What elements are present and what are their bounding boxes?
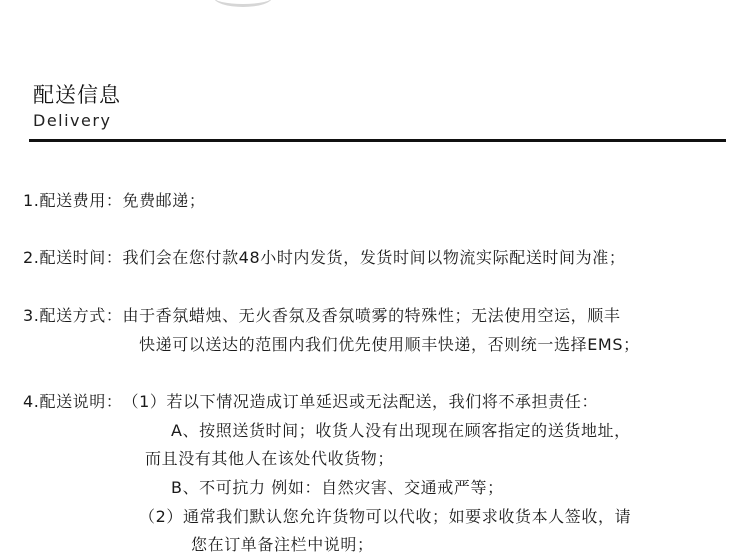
delivery-notes-line-4: B、不可抗力 例如：自然灾害、交通戒严等； bbox=[171, 478, 504, 497]
top-decoration-arc bbox=[214, 0, 272, 7]
delivery-time-item bbox=[23, 247, 625, 269]
delivery-notes-label: 4.配送说明： bbox=[23, 392, 123, 411]
delivery-fee-text: 免费邮递； bbox=[122, 191, 206, 210]
delivery-method-line-1: 由于香氛蜡烛、无火香氛及香氛喷雾的特殊性；无法使用空运，顺丰 bbox=[122, 306, 621, 325]
section-title-en: Delivery bbox=[33, 111, 112, 130]
delivery-notes-line-3: 而且没有其他人在该处代收货物； bbox=[145, 449, 395, 468]
delivery-time-label: 2.配送时间： bbox=[23, 248, 123, 267]
delivery-method-item bbox=[23, 305, 620, 327]
delivery-notes-item bbox=[23, 391, 598, 413]
delivery-fee-item bbox=[23, 190, 205, 212]
section-header bbox=[33, 80, 121, 132]
delivery-notes-line-6: 您在订单备注栏中说明； bbox=[191, 535, 374, 554]
section-title-cn: 配送信息 bbox=[33, 83, 121, 107]
delivery-method-label: 3.配送方式： bbox=[23, 306, 123, 325]
delivery-notes-line-2: A、按照送货时间；收货人没有出现现在顾客指定的送货地址， bbox=[171, 421, 631, 440]
header-divider bbox=[29, 139, 726, 142]
delivery-notes-line-5: （2）通常我们默认您允许货物可以代收；如要求收货本人签收，请 bbox=[139, 507, 632, 526]
delivery-time-text: 我们会在您付款48小时内发货，发货时间以物流实际配送时间为准； bbox=[122, 248, 626, 267]
delivery-method-line-2: 快递可以送达的范围内我们优先使用顺丰快递，否则统一选择EMS； bbox=[139, 335, 640, 354]
delivery-notes-line-1: （1）若以下情况造成订单延迟或无法配送，我们将不承担责任： bbox=[122, 392, 599, 411]
delivery-fee-label: 1.配送费用： bbox=[23, 191, 123, 210]
